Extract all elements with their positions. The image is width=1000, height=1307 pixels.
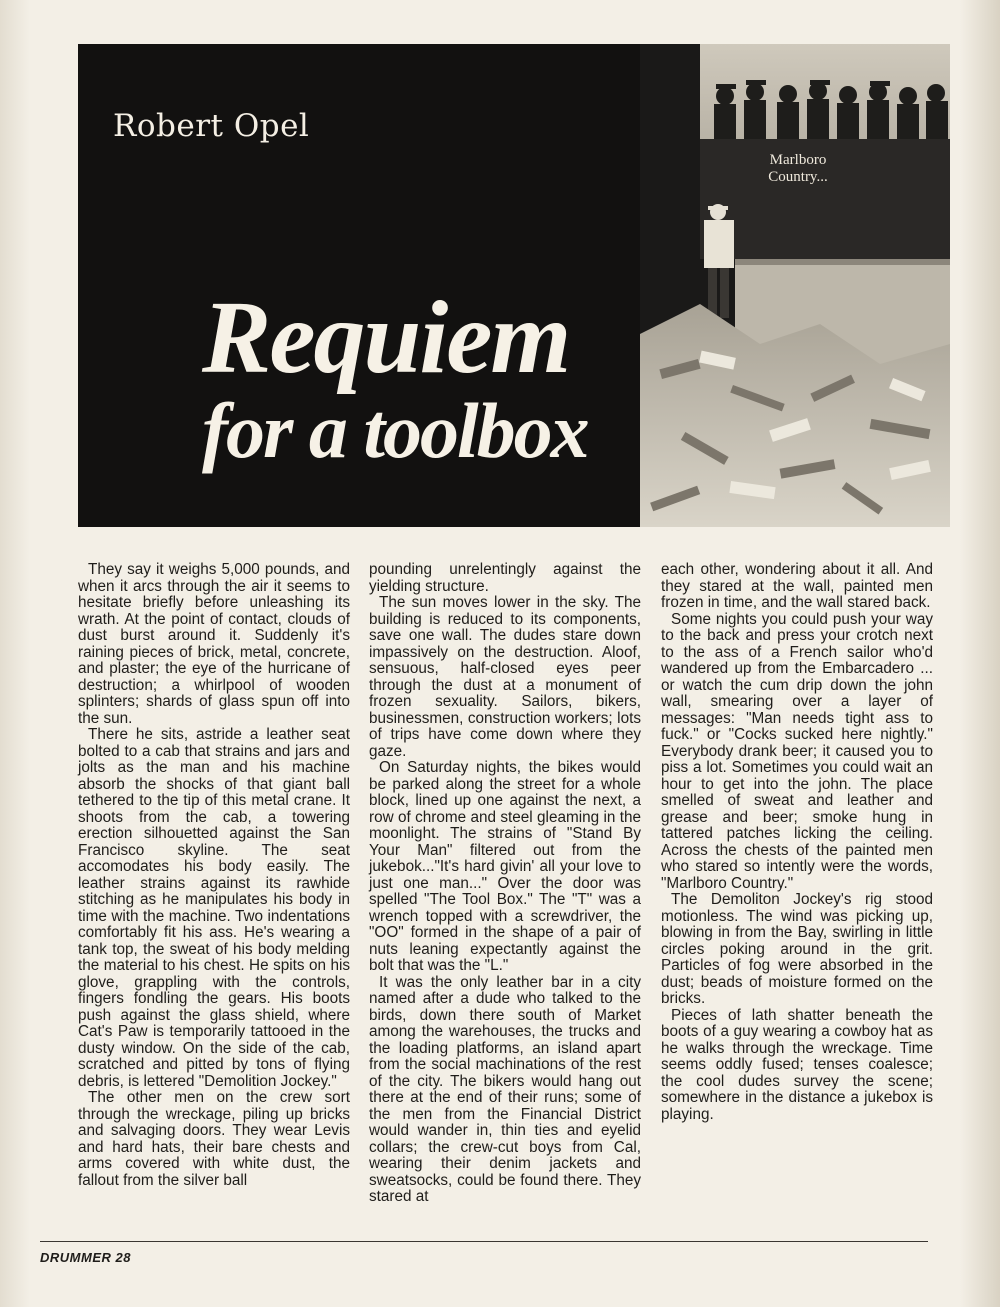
- header-photo: [640, 44, 950, 527]
- author-byline: Robert Opel: [113, 108, 310, 144]
- footer-divider: [40, 1241, 928, 1242]
- article-subtitle: for a toolbox: [202, 387, 588, 474]
- page-folio: DRUMMER 28: [40, 1250, 131, 1265]
- body-column-1: [78, 562, 350, 1189]
- paragraph: It was the only leather bar in a city named after a dude who talked to the birds, down there south of Market among the warehouses, the trucks and the loading platforms, an island apart from the social machinations of the rest of the city. The bikers would hang out there at the end of their runs; some of the men from the Financial District would wander in, thin ties and eyelid collars; the crew-cut boys from Cal, wearing their denim jackets and sweatsocks, could be found there. They stared at: [369, 973, 641, 1205]
- paragraph: Some nights you could push your way to the back and press your crotch next to the ass of a French sailor who'd wandered up from the Embarcadero ... or watch the cum drip down the john wall, smearing over a layer of messages: "Man needs tight ass to fuck." or "Cocks sucked here nightly." Everybody drank beer; it caused you to piss a lot. Sometimes you could wait an hour to get into the john. The place smelled of sweat and leather and grease and beer; smoke hung in tattered patches licking the ceiling. Across the chests of the painted men who stared so intently were the words, "Marlboro Country.": [661, 610, 933, 892]
- paragraph: each other, wondering about it all. And they stared at the wall, painted men frozen in time, and the wall stared back.: [661, 561, 933, 611]
- article-body: [78, 562, 948, 1232]
- photo-sign-text: Marlboro Country...: [768, 152, 828, 185]
- article-header: [78, 44, 950, 527]
- paragraph: The other men on the crew sort through the wreckage, piling up bricks and salvaging doors. They wear Levis and hard hats, their bare chests and arms covered with white dust, the fallout from the silver ball: [78, 1089, 350, 1189]
- demolition-photo-illustration: [640, 44, 950, 527]
- paragraph: pounding unrelentingly against the yielding structure.: [369, 561, 641, 595]
- paragraph: The sun moves lower in the sky. The building is reduced to its components, save one wall. The dudes stare down impassively on the destruction. Aloof, sensuous, half-closed eyes peer through the dust at a monument of frozen sexuality. Sailors, bikers, businessmen, construction workers; lots of trips have come down where they gaze.: [369, 594, 641, 760]
- body-column-3: [661, 562, 933, 1123]
- paragraph: The Demoliton Jockey's rig stood motionless. The wind was picking up, blowing in from the Bay, swirling in little circles poking around in the grit. Particles of fog were absorbed in the dust; beads of moisture formed on the bricks.: [661, 891, 933, 1007]
- paragraph: On Saturday nights, the bikes would be parked along the street for a whole block, lined up one against the next, a row of chrome and steel gleaming in the moonlight. The strains of "Stand By Your Man" filtered out from the jukebok..."It's hard givin' all your love to just one man..." Over the door was spelled "The Tool Box." The "T" was a wrench topped with a screwdriver, the "OO" formed in the shape of a pair of nuts leaning expectantly against the bolt that was the "L.": [369, 759, 641, 974]
- body-column-2: [369, 562, 641, 1206]
- paragraph: Pieces of lath shatter beneath the boots of a guy wearing a cowboy hat as he walks through the wreckage. Time seems oddly fused; tenses coalesce; the cool dudes survey the scene; somewhere in the distance a jukebox is playing.: [661, 1006, 933, 1123]
- paragraph: There he sits, astride a leather seat bolted to a cab that strains and jars and jolts as the man and his machine absorb the shocks of that giant ball tethered to the tip of this metal crane. It shoots from the cab, a towering erection silhouetted against the San Francisco skyline. The seat accomodates his body easily. The leather strains against its rawhide stitching as he manipulates his body in time with the machine. Two indentations comfortably fit his ass. He's wearing a tank top, the sweat of his body melding the material to his chest. He spits on his glove, grappling with the controls, fingers fondling the gears. His boots push against the glass shield, where Cat's Paw is temporarily tattooed in the dusty window. On the side of the cab, scratched and pitted by tons of flying debris, is lettered "Demolition Jockey.": [78, 726, 350, 1090]
- paragraph: They say it weighs 5,000 pounds, and when it arcs through the air it seems to hesitate briefly before unleashing its wrath. At the point of contact, clouds of dust burst around it. Suddenly it's raining pieces of brick, metal, concrete, and plaster; the eye of the hurricane of destruction; a whirlpool of wooden splinters; shards of glass spun off into the sun.: [78, 561, 350, 727]
- article-title: Requiem: [202, 280, 570, 395]
